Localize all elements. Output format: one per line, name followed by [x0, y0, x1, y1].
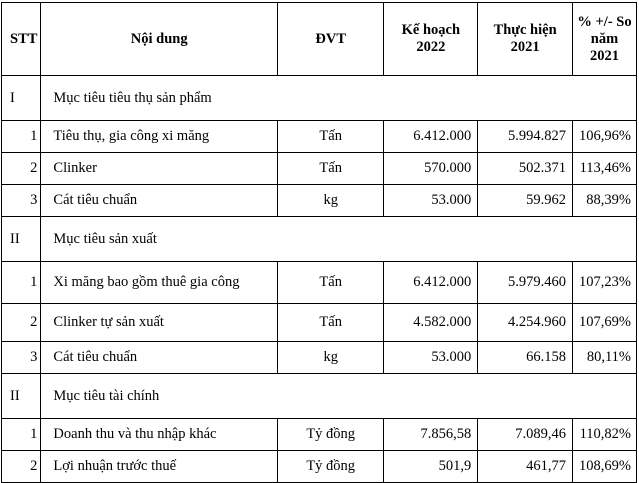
row-label: Xi măng bao gồm thuê gia công: [41, 262, 278, 304]
header-plan: [384, 3, 478, 76]
group-number: II: [2, 374, 41, 419]
row-plan: 53.000: [384, 185, 478, 217]
header-actual: [478, 3, 573, 76]
row-actual: 59.962: [478, 185, 573, 217]
row-actual: 461,77: [478, 451, 573, 483]
group-row: [2, 76, 637, 121]
table-header-row: [2, 3, 637, 76]
group-label: Mục tiêu tiêu thụ sản phẩm: [41, 76, 637, 121]
row-actual: 5.979.460: [478, 262, 573, 304]
row-pct: 107,23%: [573, 262, 637, 304]
row-unit: kg: [277, 342, 384, 374]
table-row: [2, 121, 637, 153]
row-actual: 66.158: [478, 342, 573, 374]
row-number: 1: [2, 262, 41, 304]
header-pct: [573, 3, 637, 76]
row-pct: 107,69%: [573, 304, 637, 342]
table-row: [2, 185, 637, 217]
table-row: [2, 153, 637, 185]
row-plan: 6.412.000: [384, 262, 478, 304]
row-number: 3: [2, 342, 41, 374]
targets-table: [1, 2, 637, 483]
table-row: [2, 419, 637, 451]
row-label: Cát tiêu chuẩn: [41, 185, 278, 217]
row-actual: 5.994.827: [478, 121, 573, 153]
group-row: [2, 374, 637, 419]
row-plan: 4.582.000: [384, 304, 478, 342]
group-number: I: [2, 76, 41, 121]
table-row: [2, 262, 637, 304]
row-number: 1: [2, 419, 41, 451]
row-unit: Tỷ đồng: [277, 451, 384, 483]
row-label: Doanh thu và thu nhập khác: [41, 419, 278, 451]
row-plan: 6.412.000: [384, 121, 478, 153]
row-label: Clinker: [41, 153, 278, 185]
row-label: Cát tiêu chuẩn: [41, 342, 278, 374]
row-pct: 110,82%: [573, 419, 637, 451]
row-unit: Tỷ đồng: [277, 419, 384, 451]
header-content: Nội dung: [41, 3, 278, 76]
row-number: 1: [2, 121, 41, 153]
row-plan: 501,9: [384, 451, 478, 483]
row-label: Clinker tự sản xuất: [41, 304, 278, 342]
row-actual: 502.371: [478, 153, 573, 185]
row-unit: kg: [277, 185, 384, 217]
group-row: [2, 217, 637, 262]
table-row: [2, 451, 637, 483]
table-row: [2, 342, 637, 374]
header-actual-line1: Thực hiện: [493, 22, 557, 38]
header-pct-line1: % +/- So: [577, 13, 632, 30]
row-plan: 570.000: [384, 153, 478, 185]
group-number: II: [2, 217, 41, 262]
group-label: Mục tiêu tài chính: [41, 374, 637, 419]
row-unit: Tấn: [277, 121, 384, 153]
header-plan-line2: 2022: [416, 39, 446, 55]
row-pct: 88,39%: [573, 185, 637, 217]
row-pct: 108,69%: [573, 451, 637, 483]
row-number: 3: [2, 185, 41, 217]
header-plan-line1: Kế hoạch: [401, 22, 461, 38]
header-pct-line2: năm: [590, 30, 619, 47]
row-actual: 4.254.960: [478, 304, 573, 342]
row-unit: Tấn: [277, 304, 384, 342]
row-label: Tiêu thụ, gia công xi măng: [41, 121, 278, 153]
row-plan: 53.000: [384, 342, 478, 374]
row-number: 2: [2, 304, 41, 342]
row-unit: Tấn: [277, 153, 384, 185]
header-stt: STT: [2, 3, 41, 76]
row-number: 2: [2, 451, 41, 483]
row-pct: 106,96%: [573, 121, 637, 153]
group-label: Mục tiêu sản xuất: [41, 217, 637, 262]
row-unit: Tấn: [277, 262, 384, 304]
table-row: [2, 304, 637, 342]
row-pct: 113,46%: [573, 153, 637, 185]
header-pct-line3: 2021: [590, 47, 619, 64]
row-pct: 80,11%: [573, 342, 637, 374]
header-unit: ĐVT: [277, 3, 384, 76]
row-label: Lợi nhuận trước thuế: [41, 451, 278, 483]
row-number: 2: [2, 153, 41, 185]
row-plan: 7.856,58: [384, 419, 478, 451]
header-actual-line2: 2021: [510, 39, 540, 55]
row-actual: 7.089,46: [478, 419, 573, 451]
